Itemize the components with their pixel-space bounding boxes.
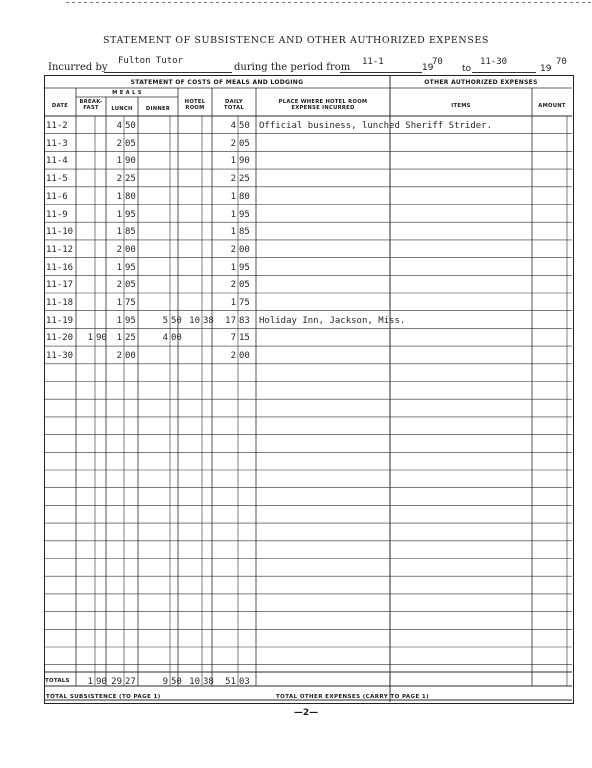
year-from-value: 70 — [432, 57, 443, 67]
row-dinner-cents: 50 — [171, 315, 182, 326]
col-hotel-heading: HOTEL ROOM — [184, 99, 206, 111]
total-lunch-cents: 27 — [125, 677, 136, 687]
row-lunch-dollars: 1 — [116, 315, 122, 326]
col-items-heading: ITEMS — [451, 103, 471, 109]
total-breakfast-cents: 90 — [96, 677, 107, 687]
col-dinner-heading: DINNER — [145, 106, 171, 112]
row-daily-cents: 90 — [239, 156, 250, 167]
row-date: 11-12 — [46, 244, 74, 255]
total-dinner-cents: 50 — [171, 677, 182, 687]
row-daily-dollars: 2 — [230, 280, 236, 291]
row-daily-dollars: 1 — [230, 209, 236, 220]
row-lunch-cents: 80 — [125, 191, 136, 202]
period-to-value: 11-30 — [480, 57, 508, 67]
row-daily-dollars: 17 — [225, 315, 236, 326]
row-dinner-dollars: 4 — [162, 333, 168, 344]
row-date: 11-9 — [46, 209, 68, 220]
row-date: 11-16 — [46, 262, 74, 273]
row-lunch-cents: 00 — [125, 244, 136, 255]
row-lunch-dollars: 1 — [116, 227, 122, 238]
row-daily-dollars: 1 — [230, 298, 236, 308]
row-daily-cents: 00 — [239, 351, 250, 362]
row-daily-dollars: 2 — [230, 244, 236, 255]
row-dinner-dollars: 5 — [162, 315, 168, 326]
row-daily-cents: 05 — [239, 138, 250, 149]
total-dinner-dollars: 9 — [162, 677, 168, 687]
col-meals-heading: M E A L S — [112, 90, 142, 96]
row-daily-cents: 80 — [239, 191, 250, 202]
col-breakfast-heading: BREAK- FAST — [79, 99, 103, 111]
total-daily-cents: 03 — [239, 677, 250, 687]
row-lunch-dollars: 1 — [116, 156, 122, 167]
period-from-value: 11-1 — [362, 57, 384, 67]
row-daily-cents: 95 — [239, 262, 250, 273]
row-date: 11-19 — [46, 315, 74, 326]
row-daily-dollars: 4 — [230, 121, 236, 131]
row-lunch-cents: 90 — [125, 156, 136, 167]
row-date: 11-17 — [46, 280, 74, 291]
row-daily-cents: 95 — [239, 209, 250, 220]
row-lunch-cents: 00 — [125, 351, 136, 362]
row-date: 11-4 — [46, 156, 68, 167]
row-daily-dollars: 2 — [230, 138, 236, 149]
row-date: 11-10 — [46, 227, 74, 238]
row-daily-cents: 15 — [239, 333, 250, 344]
total-subsistence-label: TOTAL SUBSISTENCE (TO PAGE 1) — [46, 694, 161, 700]
row-lunch-cents: 50 — [125, 121, 136, 131]
period-label: during the period from — [234, 62, 351, 73]
row-breakfast-cents: 90 — [96, 333, 107, 344]
row-lunch-dollars: 1 — [116, 209, 122, 220]
incurred-by-value: Fulton Tutor — [118, 56, 184, 66]
col-amount-heading: AMOUNT — [538, 103, 566, 109]
row-lunch-cents: 95 — [125, 209, 136, 220]
total-lunch-dollars: 29 — [111, 677, 122, 687]
row-daily-cents: 00 — [239, 244, 250, 255]
row-lunch-dollars: 4 — [116, 121, 122, 131]
row-date: 11-30 — [46, 351, 74, 362]
row-daily-dollars: 1 — [230, 227, 236, 238]
row-lunch-dollars: 2 — [116, 280, 122, 291]
row-daily-dollars: 1 — [230, 262, 236, 273]
row-lunch-dollars: 2 — [116, 174, 122, 185]
row-date: 11-18 — [46, 298, 74, 308]
row-lunch-dollars: 2 — [116, 244, 122, 255]
row-place: Official business, lunched Sheriff Strider. — [259, 121, 492, 131]
row-date: 11-20 — [46, 333, 74, 344]
page-number: —2— — [293, 708, 319, 718]
row-daily-cents: 85 — [239, 227, 250, 238]
incurred-by-label: Incurred by — [48, 62, 108, 73]
section-meals-lodging-heading: STATEMENT OF COSTS OF MEALS AND LODGING — [130, 79, 304, 86]
row-lunch-cents: 25 — [125, 333, 136, 344]
row-daily-dollars: 1 — [230, 191, 236, 202]
row-daily-cents: 50 — [239, 121, 250, 131]
row-date: 11-6 — [46, 191, 68, 202]
row-date: 11-2 — [46, 121, 68, 131]
total-other-label: TOTAL OTHER EXPENSES (CARRY TO PAGE 1) — [276, 694, 430, 700]
total-hotel-cents: 38 — [203, 677, 214, 687]
totals-label: TOTALS — [45, 678, 70, 684]
row-lunch-cents: 85 — [125, 227, 136, 238]
row-hotel-cents: 38 — [203, 315, 214, 326]
to-label: to — [462, 64, 472, 74]
row-lunch-dollars: 1 — [116, 191, 122, 202]
row-lunch-dollars: 1 — [116, 298, 122, 308]
row-dinner-cents: 00 — [171, 333, 182, 344]
col-daily-heading: DAILY TOTAL — [224, 99, 244, 111]
row-lunch-dollars: 1 — [116, 333, 122, 344]
row-daily-dollars: 2 — [230, 351, 236, 362]
row-lunch-cents: 25 — [125, 174, 136, 185]
row-breakfast-dollars: 1 — [87, 333, 93, 344]
col-place-heading: PLACE WHERE HOTEL ROOM EXPENSE INCURRED — [278, 99, 368, 111]
total-hotel-dollars: 10 — [189, 677, 200, 687]
row-place: Holiday Inn, Jackson, Miss. — [259, 315, 406, 326]
row-lunch-cents: 05 — [125, 138, 136, 149]
col-lunch-heading: LUNCH — [111, 106, 133, 112]
row-hotel-dollars: 10 — [189, 315, 200, 326]
row-daily-cents: 75 — [239, 298, 250, 308]
row-date: 11-5 — [46, 174, 68, 185]
year-from-prefix: 19 — [422, 63, 434, 73]
row-lunch-dollars: 2 — [116, 351, 122, 362]
row-daily-cents: 83 — [239, 315, 250, 326]
total-breakfast-dollars: 1 — [87, 677, 93, 687]
col-date-heading: DATE — [51, 103, 69, 109]
row-daily-cents: 05 — [239, 280, 250, 291]
row-lunch-dollars: 1 — [116, 262, 122, 273]
row-date: 11-3 — [46, 138, 68, 149]
row-daily-dollars: 1 — [230, 156, 236, 167]
row-daily-dollars: 7 — [230, 333, 236, 344]
form-title: STATEMENT OF SUBSISTENCE AND OTHER AUTHORIZED EXPENSES — [102, 35, 490, 46]
row-daily-cents: 25 — [239, 174, 250, 185]
year-to-value: 70 — [556, 57, 567, 67]
year-to-prefix: 19 — [540, 64, 552, 74]
row-daily-dollars: 2 — [230, 174, 236, 185]
section-other-heading: OTHER AUTHORIZED EXPENSES — [424, 79, 538, 86]
row-lunch-cents: 75 — [125, 298, 136, 308]
row-lunch-cents: 05 — [125, 280, 136, 291]
row-lunch-dollars: 2 — [116, 138, 122, 149]
total-daily-dollars: 51 — [225, 677, 236, 687]
row-lunch-cents: 95 — [125, 262, 136, 273]
row-lunch-cents: 95 — [125, 315, 136, 326]
